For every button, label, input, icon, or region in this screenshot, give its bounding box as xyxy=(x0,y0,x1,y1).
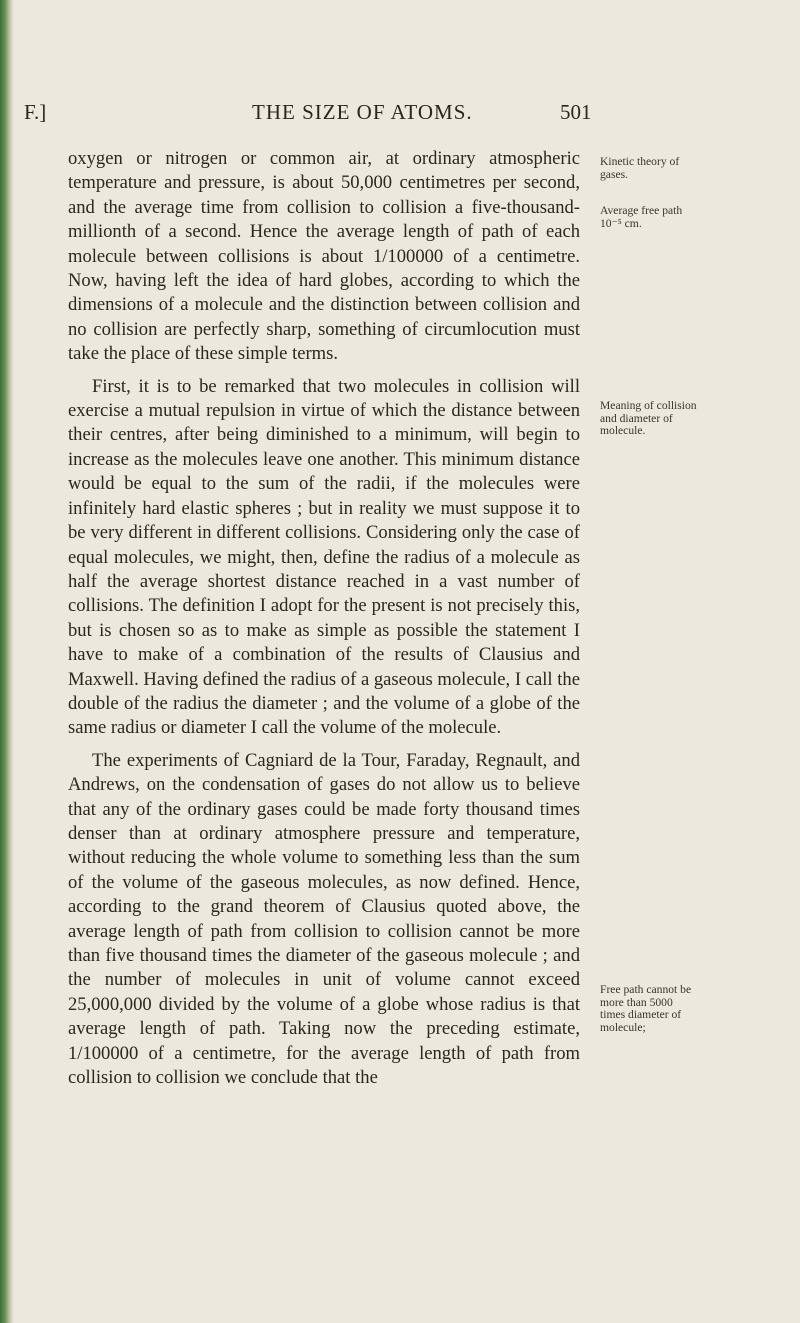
running-head xyxy=(24,100,764,128)
page-number: 501 xyxy=(560,100,592,124)
paragraph-2: First, it is to be remarked that two molecules in collision will exercise a mutual repulsion in virtue of which the distance between their centres, after being diminished to a minimum, will begin to increase as the molecules leave one another. This minimum distance would be equal to the sum of the radii, if the molecules were infinitely hard elastic spheres ; but in reality we must suppose it to be very different in different collisions. Considering only the case of equal molecules, we might, then, define the radius of a molecule as half the average shortest distance reached in a vast number of collisions. The definition I adopt for the present is not precisely this, but is chosen so as to make as simple as possible the statement I have to make of a combination of the results of Clausius and Maxwell. Having defined the radius of a gaseous molecule, I call the double of the radius the diameter ; and the volume of a globe of the same radius or diameter I call the volume of the molecule. xyxy=(68,375,580,739)
margin-note-kinetic-theory: Kinetic theory of gases. xyxy=(600,155,680,181)
paragraph-1: oxygen or nitrogen or common air, at ordinary atmospheric temperature and pressure, is about 50,000 centimetres per second, and the average time from collision to collision a five-thousand-millionth of a second. Hence the average length of path of each molecule between collisions is about 1/100000 of a centimetre. Now, having left the idea of hard globes, according to which the dimensions of a molecule and the distinction between collision and no collision are perfectly sharp, something of circumlocution must take the place of these simple terms. xyxy=(68,148,580,365)
section-marker: F.] xyxy=(24,100,47,124)
book-page xyxy=(24,0,784,1323)
paragraph-3: The experiments of Cagniard de la Tour, Faraday, Regnault, and Andrews, on the condensation of gases do not allow us to believe that any of the ordinary gases could be made forty thousand times denser than at ordinary atmosphere pressure and temperature, without reducing the whole volume to something less than the sum of the volume of the gaseous molecules, as now defined. Hence, according to the grand theorem of Clausius quoted above, the average length of path from collision to collision cannot be more than five thousand times the diameter of the gaseous molecule ; and the number of molecules in unit of volume cannot exceed 25,000,000 divided by the volume of a globe whose radius is that average length of path. Taking now the preceding estimate, 1/100000 of a centimetre, for the average length of path from collision to collision we conclude that the xyxy=(68,749,580,1089)
margin-note-average-free-path: Average free path 10⁻⁵ cm. xyxy=(600,204,683,230)
running-title: THE SIZE OF ATOMS. xyxy=(252,100,473,124)
book-spine-edge xyxy=(0,0,14,1323)
body-text xyxy=(68,147,580,1090)
margin-note-free-path-limit: Free path cannot be more than 5000 times diameter of molecule; xyxy=(600,983,692,1034)
margin-note-meaning-of-collision: Meaning of collision and diameter of molecule. xyxy=(600,399,697,437)
